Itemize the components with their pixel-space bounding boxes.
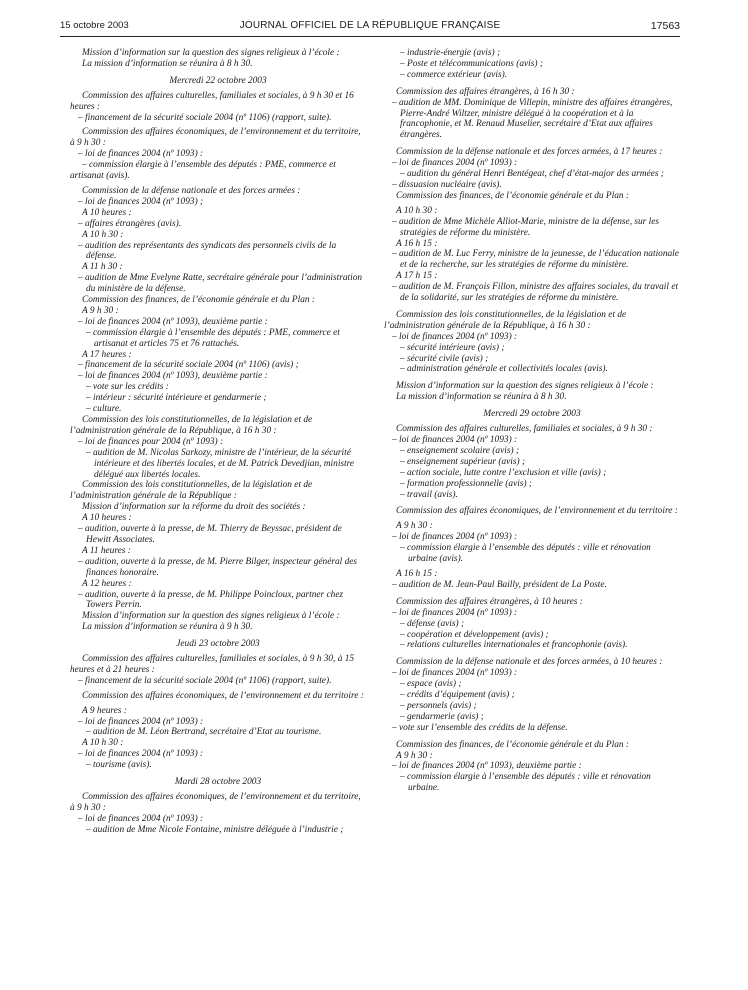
agenda-line: – loi de finances 2004 (nº 1093) : [392, 158, 518, 169]
agenda-line: – audition, ouverte à la presse, de M. Philippe Poincloux, partner chez Towers Perrin. [78, 589, 344, 611]
agenda-line: A 17 heures : [82, 349, 132, 360]
agenda-line: – audition de Mme Michèle Alliot-Marie, ministre de la défense, sur les stratégies de réforme du ministère. [392, 216, 660, 238]
agenda-line: – financement de la sécurité sociale 2004 (nº 1106) (rapport, suite). [78, 675, 332, 686]
agenda-line: – audition du général Henri Bentégeat, chef d’état-major des armées ; [400, 169, 664, 180]
agenda-line: – audition, ouverte à la presse, de M. Pierre Bilger, inspecteur général des finances honoraire. [78, 556, 358, 578]
agenda-line: La mission d’information se réunira à 8 h 30. [396, 392, 567, 403]
agenda-line: A 10 h 30 : [82, 738, 124, 749]
agenda-line: A 17 h 15 : [396, 271, 438, 282]
agenda-line: – Poste et télécommunications (avis) ; [400, 58, 543, 69]
agenda-line: Commission des finances, de l’économie générale et du Plan : [82, 295, 316, 306]
agenda-line: – audition de M. François Fillon, ministre des affaires sociales, du travail et de la solidarité, sur les stratégies de réforme du ministère. [392, 282, 679, 304]
page-header [60, 20, 680, 37]
agenda-line: A 9 h 30 : [396, 750, 433, 761]
agenda-line: – loi de finances 2004 (nº 1093), deuxième partie : [78, 316, 268, 327]
agenda-line: Commission de la défense nationale et des forces armées, à 10 heures : [396, 657, 663, 668]
agenda-line: Commission des affaires économiques, de l’environnement et du territoire : [82, 690, 364, 701]
agenda-line: – administration générale et collectivités locales (avis). [400, 364, 608, 375]
agenda-line: Commission des affaires économiques, de l’environnement et du territoire, à 9 h 30 : [70, 792, 361, 813]
left-column [70, 48, 366, 836]
session-date-heading: Mercredi 22 octobre 2003 [169, 75, 267, 86]
agenda-line: – financement de la sécurité sociale 2004 (nº 1106) (avis) ; [78, 360, 299, 371]
agenda-line: – loi de finances 2004 (nº 1093) : [78, 813, 204, 824]
agenda-line: – audition des représentants des syndicats des personnels civils de la défense. [78, 240, 337, 262]
agenda-line: Commission des lois constitutionnelles, de la législation et de l’administration générale de la République, à 16 h 30 : [384, 309, 627, 331]
agenda-line: – relations culturelles internationales et francophonie (avis). [400, 640, 628, 651]
agenda-line: – vote sur les crédits : [86, 382, 169, 393]
agenda-line: – tourisme (avis). [86, 760, 152, 771]
agenda-line: Commission des affaires économiques, de l’environnement et du territoire, à 9 h 30 : [70, 127, 361, 149]
agenda-line: – loi de finances 2004 (nº 1093) : [392, 532, 518, 543]
agenda-line: – loi de finances 2004 (nº 1093) : [78, 716, 204, 727]
agenda-line: – espace (avis) ; [400, 679, 462, 690]
agenda-line: – industrie-énergie (avis) ; [400, 48, 501, 58]
agenda-line: Commission des finances, de l’économie générale et du Plan : [396, 739, 630, 750]
agenda-line: A 9 heures : [82, 705, 127, 716]
agenda-line: – audition de M. Léon Bertrand, secrétaire d’Etat au tourisme. [86, 727, 322, 738]
agenda-line: A 11 heures : [82, 545, 131, 556]
agenda-line: – audition de M. Luc Ferry, ministre de la jeunesse, de l’éducation nationale et de la recherche, sur les stratégies de réforme du ministère. [392, 249, 679, 271]
agenda-line: – loi de finances 2004 (nº 1093) : [392, 668, 518, 679]
agenda-line: – dissuasion nucléaire (avis). [392, 179, 502, 190]
agenda-line: Commission des lois constitutionnelles, de la législation et de l’administration générale de la République, à 16 h 30 : [70, 415, 313, 436]
agenda-line: – audition de Mme Nicole Fontaine, ministre déléguée à l’industrie ; [86, 824, 344, 835]
agenda-line: Commission des affaires culturelles, familiales et sociales, à 9 h 30 : [396, 424, 653, 435]
agenda-line: A 10 heures : [82, 513, 132, 524]
agenda-line: – enseignement supérieur (avis) ; [400, 456, 526, 467]
agenda-line: A 10 h 30 : [82, 229, 124, 240]
agenda-line: A 12 heures : [82, 578, 132, 589]
agenda-line: – coopération et développement (avis) ; [400, 629, 549, 640]
agenda-line: Commission des affaires économiques, de l’environnement et du territoire : [396, 506, 678, 517]
header-date: 15 octobre 2003 [60, 20, 129, 31]
agenda-line: – audition de MM. Dominique de Villepin, ministre des affaires étrangères, Pierre-André Wiltzer, ministre délégué à la coopération et à la francophonie, et M. Renaud Muselier, secrétaire d’Etat aux affaires étrangères. [392, 97, 673, 141]
agenda-line: – audition de Mme Evelyne Ratte, secrétaire générale pour l’administration du ministère de la défense. [78, 273, 363, 295]
session-date-heading: Mardi 28 octobre 2003 [174, 777, 262, 788]
agenda-line: – commission élargie à l’ensemble des députés : ville et rénovation urbaine (avis). [400, 543, 651, 565]
agenda-line: – audition de M. Jean-Paul Bailly, président de La Poste. [392, 579, 607, 590]
agenda-line: A 16 h 15 : [396, 568, 438, 579]
agenda-line: – loi de finances 2004 (nº 1093) : [78, 149, 204, 160]
right-column [384, 48, 680, 794]
agenda-line: Mission d’information sur la question des signes religieux à l’école : [82, 48, 340, 58]
agenda-line: – financement de la sécurité sociale 2004 (nº 1106) (rapport, suite). [78, 112, 332, 123]
agenda-line: La mission d’information se réunira à 8 h 30. [82, 58, 253, 69]
agenda-line: – loi de finances 2004 (nº 1093) : [78, 749, 204, 760]
agenda-line: – affaires étrangères (avis). [78, 218, 182, 229]
journal-title: JOURNAL OFFICIEL DE LA RÉPUBLIQUE FRANÇAISE [239, 20, 501, 31]
agenda-line: – loi de finances 2004 (nº 1093) : [392, 607, 518, 618]
agenda-line: – formation professionnelle (avis) ; [400, 478, 533, 489]
agenda-line: A 9 h 30 : [82, 305, 119, 316]
agenda-line: – commission élargie à l’ensemble des députés : PME, commerce et artisanat (avis). [70, 160, 336, 182]
agenda-line: – loi de finances 2004 (nº 1093), deuxième partie : [392, 761, 582, 772]
page-number: 17563 [650, 20, 680, 32]
agenda-line: – personnels (avis) ; [400, 700, 477, 711]
agenda-line: – vote sur l’ensemble des crédits de la défense. [392, 722, 568, 733]
agenda-line: Mission d’information sur la réforme du droit des sociétés : [82, 502, 306, 513]
agenda-line: La mission d’information se réunira à 9 h 30. [82, 622, 253, 633]
agenda-line: – loi de finances 2004 (nº 1093), deuxième partie : [78, 371, 268, 382]
agenda-line: – défense (avis) ; [400, 618, 465, 629]
agenda-line: A 10 h 30 : [396, 205, 438, 216]
agenda-line: – sécurité civile (avis) ; [400, 353, 489, 364]
agenda-line: – commission élargie à l’ensemble des députés : PME, commerce et artisanat et articles 75 et 76 rattachés. [86, 327, 340, 349]
agenda-line: – culture. [86, 404, 122, 415]
agenda-line: – intérieur : sécurité intérieure et gendarmerie ; [86, 393, 267, 404]
agenda-line: Commission des affaires étrangères, à 10 heures : [396, 596, 583, 607]
agenda-line: – crédits d’équipement (avis) ; [400, 690, 515, 701]
agenda-line: – commission élargie à l’ensemble des députés : ville et rénovation urbaine. [400, 772, 651, 794]
agenda-line: – audition de M. Nicolas Sarkozy, ministre de l’intérieur, de la sécurité intérieure et des libertés locales, et de M. Patrick Devedjian, ministre délégué aux libertés locales. [86, 447, 355, 480]
agenda-line: – gendarmerie (avis) ; [400, 711, 484, 722]
agenda-line: – sécurité intérieure (avis) ; [400, 342, 505, 353]
agenda-line: A 9 h 30 : [396, 521, 433, 532]
agenda-line: Commission des affaires culturelles, familiales et sociales, à 9 h 30 et 16 heures : [70, 90, 354, 112]
agenda-line: A 16 h 15 : [396, 238, 438, 249]
agenda-line: Mission d’information sur la question des signes religieux à l’école : [396, 381, 654, 392]
agenda-line: – loi de finances 2004 (nº 1093) : [392, 435, 518, 445]
agenda-line: – loi de finances 2004 (nº 1093) ; [78, 196, 204, 207]
session-date-heading: Jeudi 23 octobre 2003 [176, 639, 260, 650]
agenda-line: Commission des finances, de l’économie générale et du Plan : [396, 190, 630, 201]
agenda-line: – loi de finances 2004 (nº 1093) : [392, 331, 518, 342]
agenda-line: A 10 heures : [82, 207, 132, 218]
agenda-line: Commission de la défense nationale et des forces armées, à 17 heures : [396, 147, 663, 158]
agenda-line: – action sociale, lutte contre l’exclusion et ville (avis) ; [400, 467, 607, 478]
agenda-line: Commission de la défense nationale et des forces armées : [82, 185, 301, 196]
agenda-line: – enseignement scolaire (avis) ; [400, 445, 520, 456]
session-date-heading: Mercredi 29 octobre 2003 [483, 409, 581, 420]
agenda-line: Commission des affaires étrangères, à 16 h 30 : [396, 86, 575, 97]
agenda-line: – loi de finances pour 2004 (nº 1093) : [78, 436, 224, 447]
agenda-line: – audition, ouverte à la presse, de M. Thierry de Beyssac, président de Hewitt Associates. [78, 524, 342, 545]
agenda-line: Commission des lois constitutionnelles, de la législation et de l’administration générale de la République : [70, 480, 313, 502]
agenda-line: Mission d’information sur la question des signes religieux à l’école : [82, 611, 340, 622]
agenda-line: A 11 h 30 : [82, 262, 123, 273]
agenda-line: – travail (avis). [400, 489, 458, 500]
agenda-line: Commission des affaires culturelles, familiales et sociales, à 9 h 30, à 15 heures et à 21 heures : [70, 654, 355, 675]
agenda-line: – commerce extérieur (avis). [400, 69, 508, 80]
